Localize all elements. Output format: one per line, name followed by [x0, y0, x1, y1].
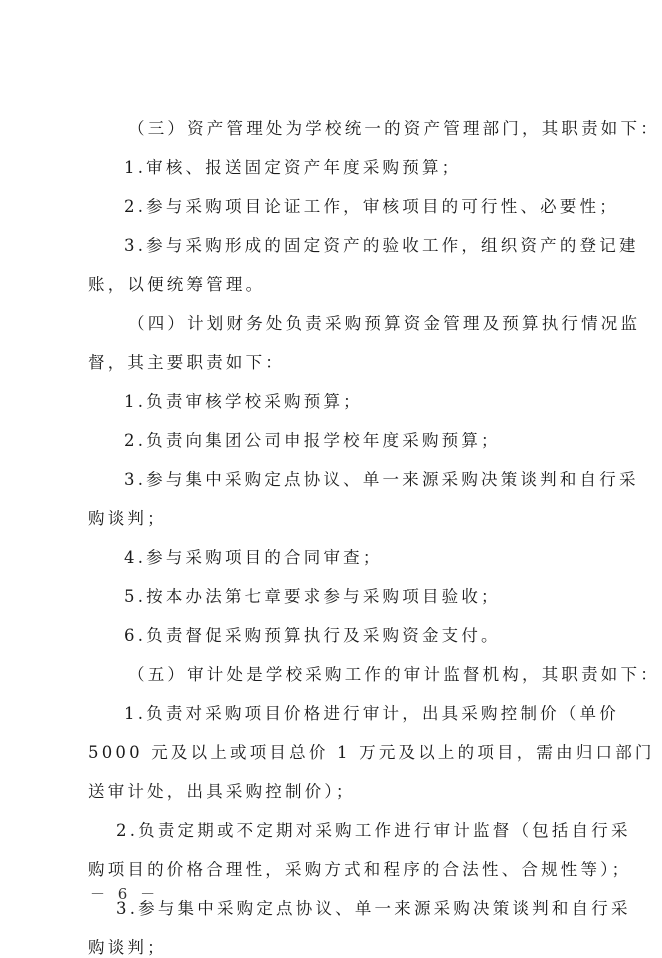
list-item-continuation: 送审计处，出具采购控制价）； — [88, 782, 356, 801]
list-item: 1.负责对采购项目价格进行审计，出具采购控制价（单价 — [124, 704, 619, 723]
list-item: 3.参与集中采购定点协议、单一来源采购决策谈判和自行采 — [124, 470, 639, 489]
list-item-continuation: 购谈判； — [88, 938, 167, 957]
list-item: 3.参与采购形成的固定资产的验收工作，组织资产的登记建 — [124, 236, 639, 255]
list-item: 6.负责督促采购预算执行及采购资金支付。 — [124, 626, 501, 645]
section-heading-continuation: 督，其主要职责如下： — [88, 353, 285, 372]
list-item: 2.参与采购项目论证工作，审核项目的可行性、必要性； — [124, 197, 619, 216]
list-item: 1.负责审核学校采购预算； — [124, 392, 363, 411]
list-item-continuation: 购谈判； — [88, 509, 167, 528]
list-item-continuation: 账，以便统筹管理。 — [88, 275, 266, 294]
list-item-continuation: 5000 元及以上或项目总价 1 万元及以上的项目，需由归口部门 — [88, 743, 655, 762]
page-number: － 6 － — [90, 885, 160, 903]
section-heading-5: （五）审计处是学校采购工作的审计监督机构，其职责如下： — [128, 665, 660, 684]
list-item: 1.审核、报送固定资产年度采购预算； — [124, 158, 462, 177]
section-heading-4: （四）计划财务处负责采购预算资金管理及预算执行情况监 — [128, 314, 641, 333]
section-heading-3: （三）资产管理处为学校统一的资产管理部门，其职责如下： — [128, 119, 660, 138]
list-item: 2.负责向集团公司申报学校年度采购预算； — [124, 431, 501, 450]
list-item-continuation: 购项目的价格合理性，采购方式和程序的合法性、合规性等）； — [88, 860, 632, 879]
list-item: 4.参与采购项目的合同审查； — [124, 548, 383, 567]
list-item: 5.按本办法第七章要求参与采购项目验收； — [124, 587, 501, 606]
list-item: 3.参与集中采购定点协议、单一来源采购决策谈判和自行采 — [116, 899, 631, 918]
list-item: 2.负责定期或不定期对采购工作进行审计监督（包括自行采 — [116, 821, 631, 840]
